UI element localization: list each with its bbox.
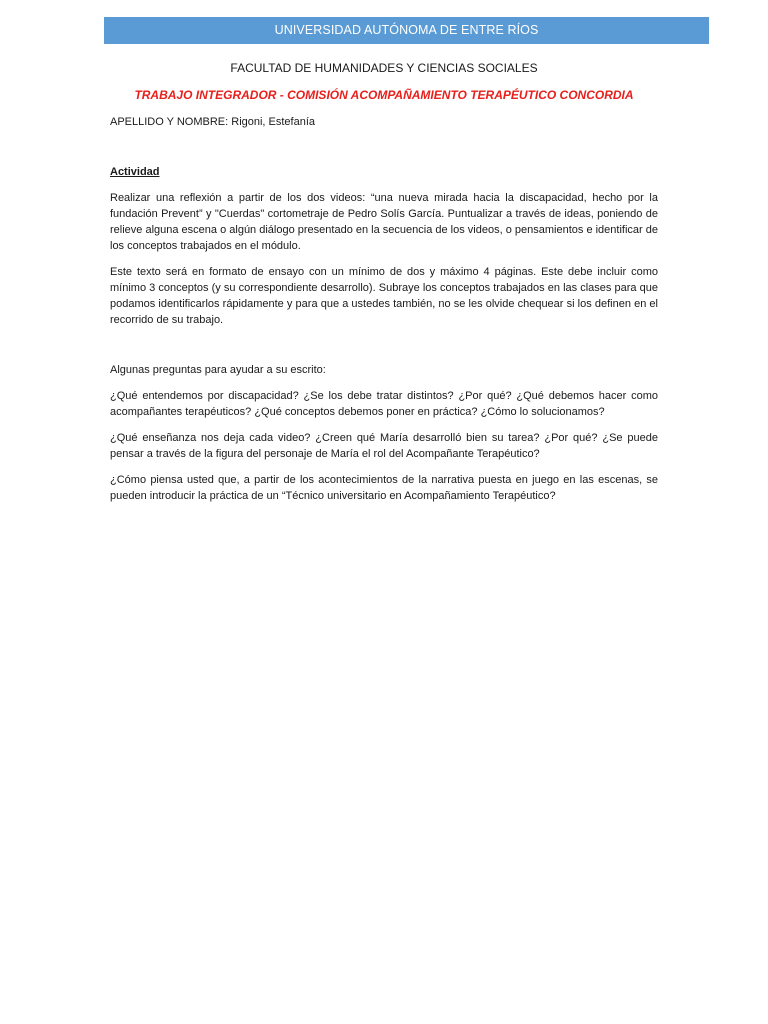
questions-intro: Algunas preguntas para ayudar a su escrito:	[110, 364, 326, 376]
activity-paragraph-1: Realizar una reflexión a partir de los dos videos: “una nueva mirada hacia la discapacidad, hecho por la fundación Prevent” y "Cuerdas" cortometraje de Pedro Solís García. Puntualizar a través de ideas, poniendo de relieve alguna escena o algún diálogo presentado en la secuencia de los videos, o pensamientos e identificar de los conceptos trabajados en el módulo.	[110, 192, 658, 252]
question-1: ¿Qué entendemos por discapacidad? ¿Se los debe tratar distintos? ¿Por qué? ¿Qué debemos hacer como acompañantes terapéuticos? ¿Qué conceptos debemos poner en práctica? ¿Cómo lo solucionamos?	[110, 390, 658, 418]
faculty-title: FACULTAD DE HUMANIDADES Y CIENCIAS SOCIALES	[230, 61, 538, 75]
activity-heading: Actividad	[110, 166, 160, 178]
assignment-subtitle: TRABAJO INTEGRADOR - COMISIÓN ACOMPAÑAMIENTO TERAPÉUTICO CONCORDIA	[134, 88, 634, 102]
activity-paragraph-2: Este texto será en formato de ensayo con un mínimo de dos y máximo 4 páginas. Este debe incluir como mínimo 3 conceptos (y su correspondiente desarrollo). Subraye los conceptos trabajados en las clases para que podamos identificarlos rápidamente y para que a ustedes también, no se les olvide chequear si los definen en el recorrido de su trabajo.	[110, 266, 658, 326]
student-name-line: APELLIDO Y NOMBRE: Rigoni, Estefanía	[110, 116, 316, 128]
university-header-bar: UNIVERSIDAD AUTÓNOMA DE ENTRE RÍOS	[104, 17, 709, 44]
document-body	[110, 114, 658, 514]
question-3: ¿Cómo piensa usted que, a partir de los acontecimientos de la narrativa puesta en juego en las escenas, se pueden introducir la práctica de un “Técnico universitario en Acompañamiento Terapéutico?	[110, 474, 658, 502]
question-2: ¿Qué enseñanza nos deja cada video? ¿Creen qué María desarrolló bien su tarea? ¿Por qué? ¿Se puede pensar a través de la figura del personaje de María el rol del Acompañante Terapéutico?	[110, 432, 658, 460]
